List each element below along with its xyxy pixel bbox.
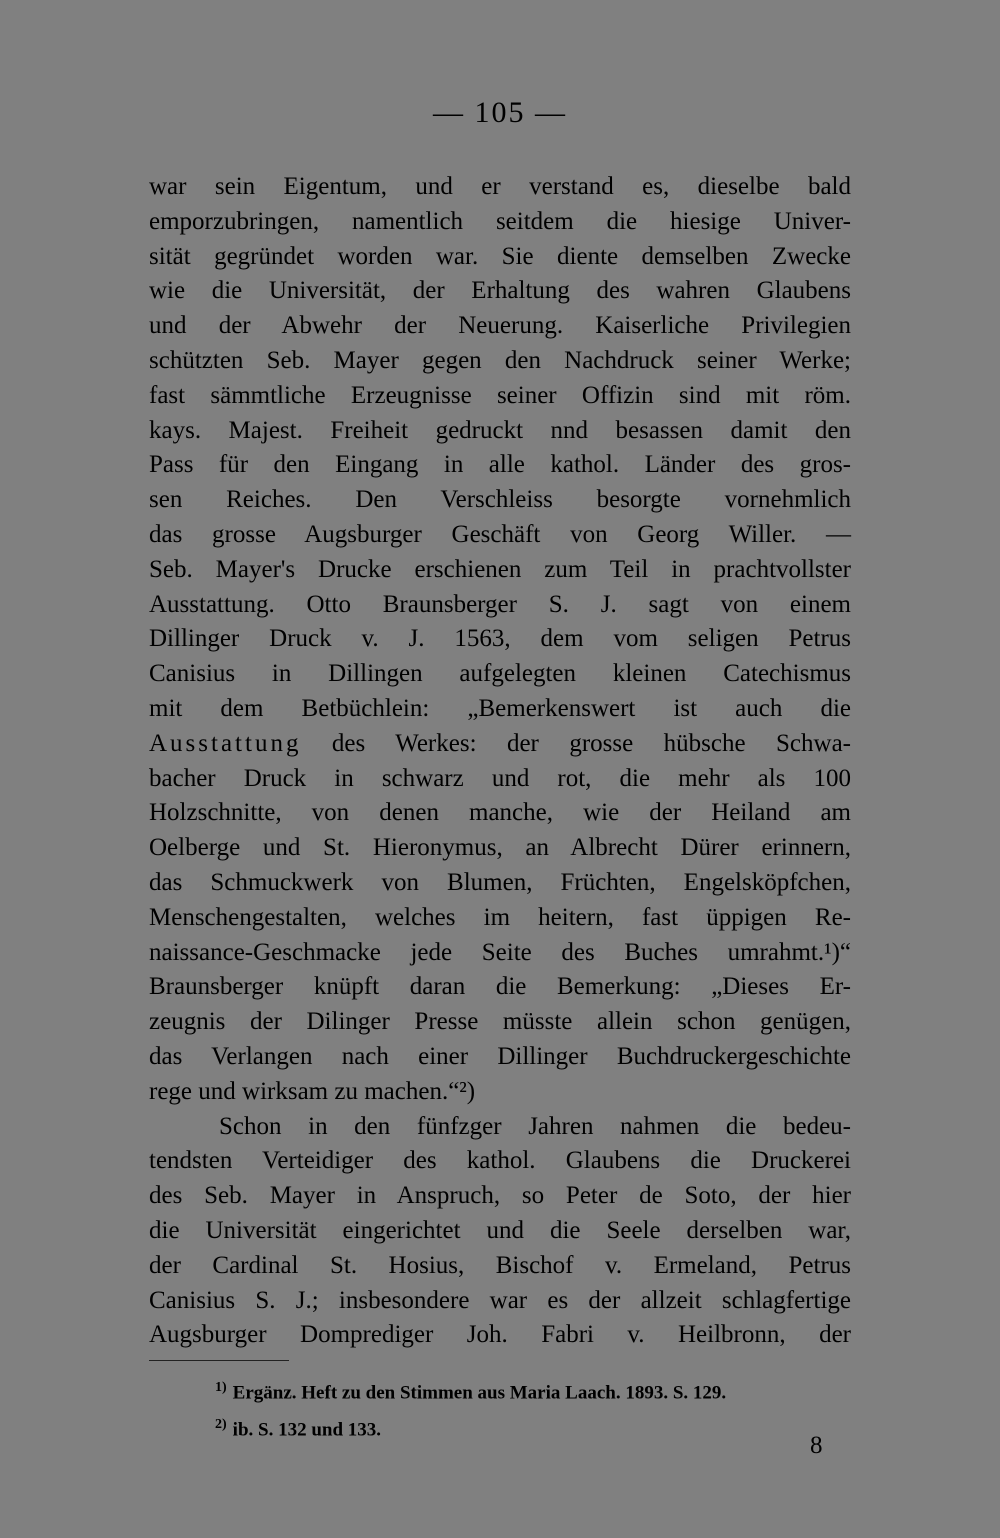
text-line: mit dem Betbüchlein: „Bemerkenswert ist auch die [149,694,851,722]
text-line: Augsburger Domprediger Joh. Fabri v. Heilbronn, der [149,1321,851,1349]
footnote [215,1372,855,1409]
text-line: Pass für den Eingang in alle kathol. Länder des gros- [149,451,851,479]
text-line: Holzschnitte, von denen manche, wie der Heiland am [149,799,851,827]
text-line: kays. Majest. Freiheit gedruckt nnd besassen damit den [149,416,851,444]
text-line: Canisius in Dillingen aufgelegten kleinen Catechismus [149,660,851,688]
spaced-word: Ausstattung [149,729,302,757]
text-line: emporzubringen, namentlich seitdem die hiesige Univer- [149,207,851,235]
text-line: und der Abwehr der Neuerung. Kaiserliche Privilegien [149,312,851,340]
footnotes [215,1372,855,1447]
text-line: das Verlangen nach einer Dillinger Buchdruckergeschichte [149,1042,851,1070]
text-line: tendsten Verteidiger des kathol. Glaubens die Druckerei [149,1147,851,1175]
text-line: Canisius S. J.; insbesondere war es der allzeit schlagfertige [149,1286,851,1314]
footnote-text: Ergänz. Heft zu den Stimmen aus Maria Laach. 1893. S. 129. [232,1382,727,1404]
text-line: sen Reiches. Den Verschleiss besorgte vornehmlich [149,486,851,514]
footnote-text: ib. S. 132 und 133. [232,1419,382,1441]
text-line: Seb. Mayer's Drucke erschienen zum Teil in prachtvollster [149,555,851,583]
text-line: Braunsberger knüpft daran die Bemerkung: „Dieses Er- [149,973,851,1001]
text-line: zeugnis der Dilinger Presse müsste allein schon genügen, [149,1008,851,1036]
signature-mark: 8 [810,1432,823,1459]
text-line: fast sämmtliche Erzeugnisse seiner Offizin sind mit röm. [149,381,851,409]
text-line: war sein Eigentum, und er verstand es, dieselbe bald [149,173,851,200]
text-line: Menschengestalten, welches im heitern, fast üppigen Re- [149,903,851,931]
footnote-marker: 2) [215,1417,227,1433]
text-line: Ausstattung. Otto Braunsberger S. J. sagt von einem [149,590,851,618]
text-line: des Seb. Mayer in Anspruch, so Peter de Soto, der hier [149,1182,851,1210]
text-line: die Universität eingerichtet und die Seele derselben war, [149,1216,851,1244]
text-line: bacher Druck in schwarz und rot, die mehr als 100 [149,764,851,792]
text-line-emphasis [149,727,851,762]
text-line: naissance-Geschmacke jede Seite des Buches umrahmt.¹)“ [149,938,851,966]
text-line: das Schmuckwerk von Blumen, Früchten, Engelsköpfchen, [149,868,851,896]
text-line: Dillinger Druck v. J. 1563, dem vom seligen Petrus [149,625,851,653]
footnote [215,1409,855,1446]
text-line: der Cardinal St. Hosius, Bischof v. Ermeland, Petrus [149,1251,851,1279]
text-line: wie die Universität, der Erhaltung des wahren Glaubens [149,277,851,305]
footnote-divider [149,1360,289,1361]
text-line: Oelberge und St. Hieronymus, an Albrecht Dürer erinnern, [149,834,851,862]
paragraph-start-line: Schon in den fünfzger Jahren nahmen die bedeu- [219,1112,851,1140]
footnote-marker: 1) [215,1380,227,1395]
text-line: rege und wirksam zu machen.“²) [149,1077,476,1105]
page-number: — 105 — [433,96,567,129]
body-text [149,170,851,1353]
text-fragment: des Werkes: der grosse hübsche Schwa- [331,729,852,757]
text-line: das grosse Augsburger Geschäft von Georg Willer. — [149,520,851,548]
text-line: schützten Seb. Mayer gegen den Nachdruck seiner Werke; [149,346,851,374]
text-line: sität gegründet worden war. Sie diente demselben Zwecke [149,242,851,270]
